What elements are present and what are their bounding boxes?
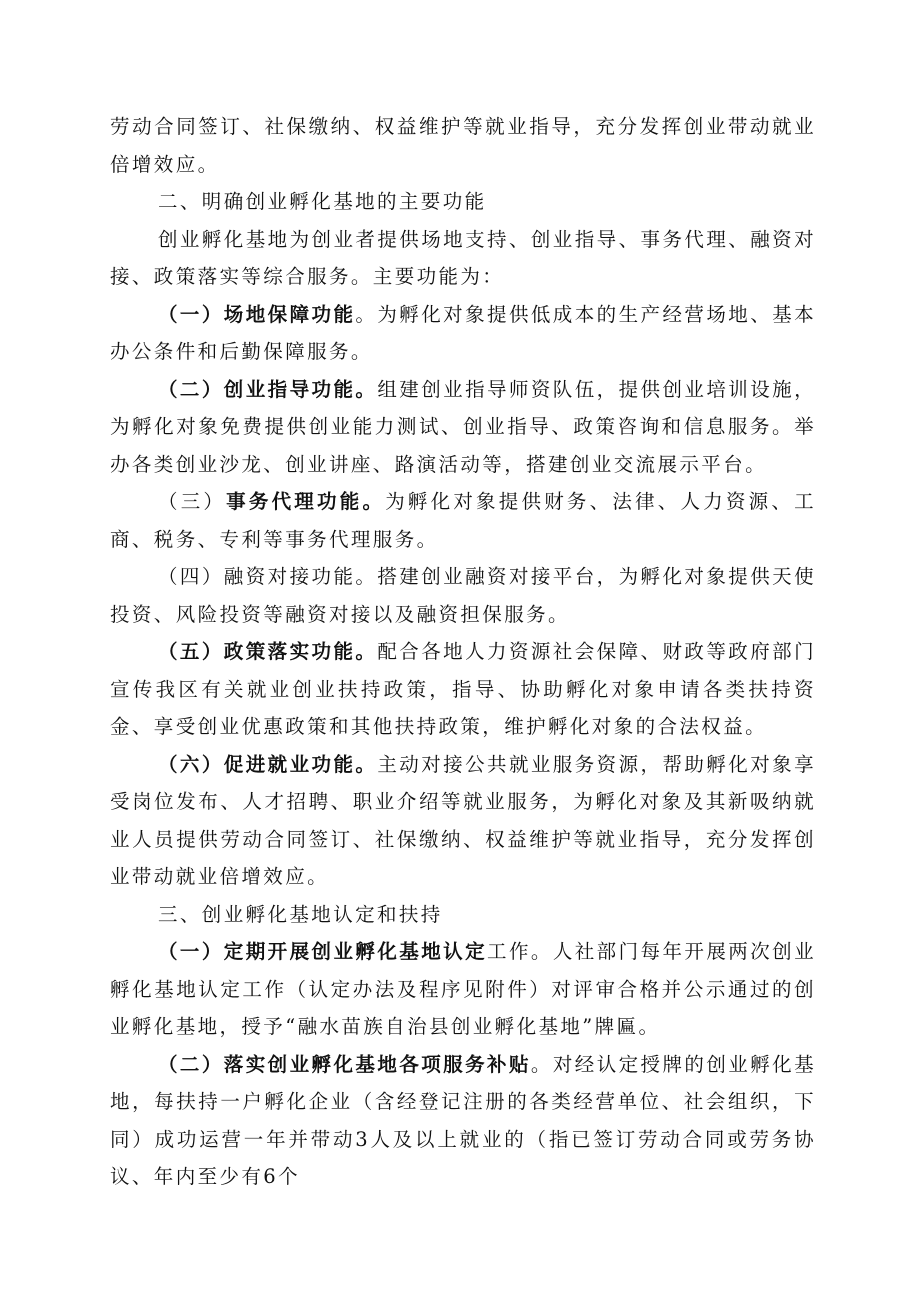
paragraph-lead: （一）定期开展创业孵化基地认定 (158, 940, 488, 963)
paragraph-function-6 (110, 746, 816, 896)
paragraph-intro (110, 221, 816, 296)
paragraph-text: 创业孵化基地为创业者提供场地支持、创业指导、事务代理、融资对接、政策落实等综合服务。主要功能为： (110, 227, 816, 288)
paragraph-text: 主动对接公共就业服务资源，帮助孵化对象享受岗位发布、人才招聘、职业介绍等就业服务，为孵化对象及其新吸纳就业人员提供劳动合同签订、社保缴纳、权益维护等就业指导，充分发挥创业带动就业倍增效应。 (110, 752, 816, 888)
paragraph-text: 。为孵化对象提供低成本的生产经营场地、基本办公条件和后勤保障服务。 (110, 302, 816, 363)
section-heading-3 (110, 896, 816, 934)
paragraph-text: 工作。人社部门每年开展两次创业孵化基地认定工作（认定办法及程序见附件）对评审合格并公示通过的创业孵化基地，授予“融水苗族自治县创业孵化基地”牌匾。 (110, 940, 816, 1038)
paragraph-lead: 事务代理功能。 (226, 490, 386, 513)
paragraph-text: 组建创业指导师资队伍，提供创业培训设施，为孵化对象免费提供创业能力测试、创业指导、政策咨询和信息服务。举办各类创业沙龙、创业讲座、路演活动等，搭建创业交流展示平台。 (110, 377, 816, 476)
paragraph-text: 。对经认定授牌的创业孵化基地，每扶持一户孵化企业（含经登记注册的各类经营单位、社会组织，下同）成功运营一年并带动3人及以上就业的（指已签订劳动合同或劳务协议、年内至少有6个 (110, 1052, 816, 1188)
section-heading-text: 二、明确创业孵化基地的主要功能 (158, 190, 487, 213)
paragraph-text: 为孵化对象提供财务、法律、人力资源、工商、税务、专利等事务代理服务。 (110, 490, 816, 551)
paragraph-text: 劳动合同签订、社保缴纳、权益维护等就业指导，充分发挥创业带动就业倍增效应。 (110, 115, 816, 176)
paragraph-function-4 (110, 558, 816, 633)
section-heading-text: 三、创业孵化基地认定和扶持 (158, 902, 443, 926)
paragraph-function-1 (110, 296, 816, 371)
document-body (110, 108, 816, 1196)
paragraph-text: （四）融资对接功能。搭建创业融资对接平台，为孵化对象提供天使投资、风险投资等融资对接以及融资担保服务。 (110, 565, 816, 626)
paragraph-lead-plain: （三） (158, 490, 227, 513)
paragraph-lead: （二）创业指导功能。 (158, 377, 378, 401)
paragraph-lead: （六）促进就业功能。 (158, 752, 378, 776)
paragraph-function-3 (110, 483, 816, 558)
paragraph-support-2 (110, 1046, 816, 1196)
paragraph-lead: （五）政策落实功能。 (158, 640, 378, 663)
section-heading-2 (110, 183, 816, 221)
paragraph-function-5 (110, 633, 816, 746)
paragraph-lead: （二）落实创业孵化基地各项服务补贴 (158, 1052, 531, 1076)
paragraph-continuation (110, 108, 816, 183)
paragraph-function-2 (110, 371, 816, 484)
paragraph-support-1 (110, 933, 816, 1046)
paragraph-text: 配合各地人力资源社会保障、财政等政府部门宣传我区有关就业创业扶持政策，指导、协助孵化对象申请各类扶持资金、享受创业优惠政策和其他扶持政策，维护孵化对象的合法权益。 (110, 640, 816, 738)
paragraph-lead: （一）场地保障功能 (158, 302, 356, 326)
